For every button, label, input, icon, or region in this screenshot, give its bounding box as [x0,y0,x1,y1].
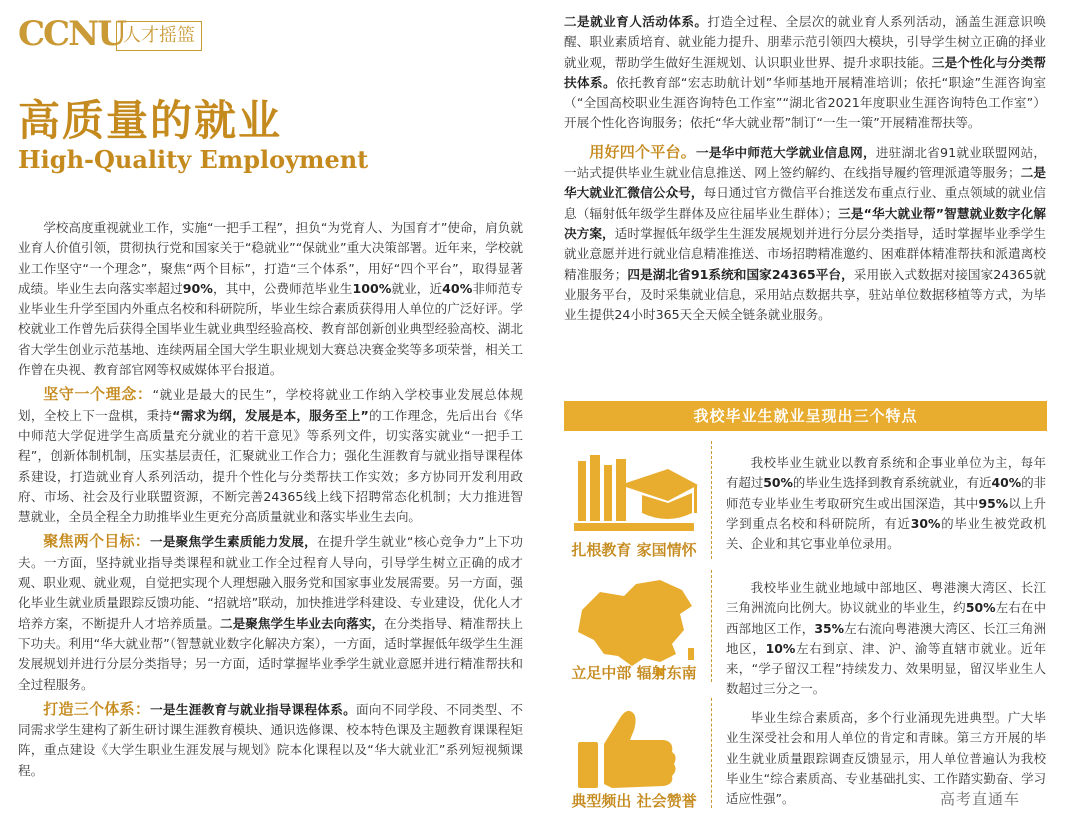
feature-caption: 扎根教育 家国情怀 [571,541,697,559]
section-three-systems-start: 打造三个体系：一是生涯教育与就业指导课程体系。面向不同学段、不同类型、不同需求学生建构了新生研讨课生涯教育模块、通识选修课、校本特色课及主题教育课课程矩阵，重点建设《大学生职业生涯发展与规划》院本化课程以及“华大就业汇”系列短视频课程。 [18,699,524,778]
right-column [564,12,1046,325]
divider [711,441,712,559]
section-heading: 用好四个平台。 [589,142,696,161]
section-three-systems-cont: 二是就业育人活动体系。打造全过程、全层次的就业育人系列活动，涵盖生涯意识唤醒、职业素质培育、就业能力提升、朋辈示范引领四大模块，引导学生树立正确的择业就业观，帮助学生做好生涯规划、认识职业世界、提升求职技能。三是个性化与分类帮扶体系。依托教育部“宏志助航计划”华师基地开展精准培训；依托“职途”生涯咨询室（“全国高校职业生涯咨询特色工作室”“湖北省2021年度职业生涯咨询特色工作室”）开展个性化咨询服务；依托“华大就业帮”制订“一生一策”开展精准帮扶等。 [564,14,1047,131]
logo-mark: CCNU [18,14,125,54]
divider [711,698,712,808]
page-title: 高质量的就业 [18,96,283,145]
section-four-platforms: 用好四个平台。一是华中师范大学就业信息网，进驻湖北省91就业联盟网站，一站式提供毕业生就业信息推送、网上签约解约、在线指导履约管理派遣等服务；二是华大就业汇微信公众号，每日通过官方微信平台推送发布重点行业、重点领域的就业信息（辐射低年级学生群体及应往届毕业生群体）；三是“华大就业帮”智慧就业数字化解决方案，适时掌握低年级学生生涯发展规划并进行分层分类指导，适时掌握毕业季学生就业意愿并进行就业信息精准推送、市场招聘精准邀约、困难群体精准帮扶和派遣离校精准服务；四是湖北省91系统和国家24365平台，采用嵌入式数据对接国家24365就业服务平台，及时采集就业信息，采用站点数据共享，驻站单位数据移植等方式，为毕业生提供24小时365天全天候全链条就业服务。 [564,142,1047,323]
section-heading: 坚守一个理念： [43,385,153,404]
left-column [18,218,523,781]
feature-education [564,441,1047,563]
feature-text: 我校毕业生就业以教育系统和企事业单位为主，每年有超过50%的毕业生选择到教育系统就业，有近40%的非师范专业毕业生考取研究生或出国深造，其中95%以上升学到重点名校和科研院所，有近30%的毕业生被党政机关、企业和其它事业单位录用。 [726,455,1047,552]
watermark: 高考直通车 [940,790,1021,808]
feature-text: 我校毕业生就业地域中部地区、粤港澳大湾区、长江三角洲流向比例大。协议就业的毕业生，约50%左右在中西部地区工作，35%左右流向粤港澳大湾区、长江三角洲地区，10%左右到京、津、沪、渝等直辖市就业。近年来，“学子留汉工程”持续发力、效果明显，留汉毕业生人数超过三分之一。 [726,580,1047,697]
divider [711,570,712,682]
page-subtitle: High-Quality Employment [18,145,369,174]
section-two-goals: 聚焦两个目标：一是聚焦学生素质能力发展，在提升学生就业“核心竞争力”上下功夫。一方面，坚持就业指导类课程和就业工作全过程育人导向，引导学生树立正确的成才观、职业观、就业观，自觉把实现个人理想融入服务党和国家事业发展需要。另一方面，强化毕业生就业质量跟踪反馈功能、“招就培”联动，加快推进学科建设、专业建设，优化人才培养方案，不断提升人才培养质量。二是聚焦学生毕业去向落实，在分类指导、精准帮扶上下功夫。利用“华大就业帮”（智慧就业数字化解决方案），一方面，适时掌握低年级学生生涯发展规划并进行分层分类指导；另一方面，适时掌握毕业季学生就业意愿并进行精准帮扶和全过程服务。 [18,532,524,692]
section-one-idea: 坚守一个理念：“就业是最大的民生”，学校将就业工作纳入学校事业发展总体规划，全校上下一盘棋，秉持“需求为纲，发展是本，服务至上”的工作理念，先后出台《华中师范大学促进学生高质量充分就业的若干意见》等系列文件，切实落实就业“一把手工程”，创新体制机制，压实基层责任，汇聚就业工作合力；强化生涯教育与就业指导课程体系建设，打造就业育人系列活动，提升个性化与分类帮扶工作实效；多方协同开发利用政府、市场、社会及行业联盟资源，不断完善24365线上线下招聘常态化机制；大力推进智慧就业，全员全程全力助推毕业生更充分高质量就业和落实毕业生去向。 [18,385,524,525]
features-banner: 我校毕业生就业呈现出三个特点 [564,401,1047,431]
feature-caption: 典型频出 社会赞誉 [571,792,697,810]
feature-region [564,570,1047,697]
section-heading: 聚焦两个目标： [43,532,150,551]
ccnu-logo [18,14,218,58]
logo-tag: 人才摇篮 [116,21,202,51]
feature-text: 毕业生综合素质高，多个行业涌现先进典型。广大毕业生深受社会和用人单位的肯定和青睐。第三方开展的毕业生就业质量跟踪调查反馈显示，用人单位普遍认为我校毕业生“综合素质高、专业基础扎实、工作踏实勤奋、学习适应性强”。 [726,710,1046,807]
section-heading: 打造三个体系： [43,699,151,718]
feature-caption: 立足中部 辐射东南 [571,664,697,682]
intro-paragraph: 学校高度重视就业工作，实施“一把手工程”，担负“为党育人、为国育才”使命，肩负就业育人价值引领，贯彻执行党和国家关于“稳就业”“保就业”重大决策部署。近年来，学校就业工作坚守“一个理念”，聚焦“两个目标”，打造“三个体系”，用好“四个平台”，取得显著成绩。毕业生去向落实率超过90%，其中，公费师范毕业生100%就业，近40%非师范专业毕业生升学至国内外重点名校和科研院所，毕业生综合素质获得用人单位的广泛好评。学校就业工作曾先后获得全国毕业生就业典型经验高校、教育部创新创业典型经验高校、湖北省大学生创业示范基地、连续两届全国大学生职业规划大赛总决赛金奖等多项荣誉，相关工作曾在央视、教育部官网等权威媒体平台报道。 [18,220,524,378]
